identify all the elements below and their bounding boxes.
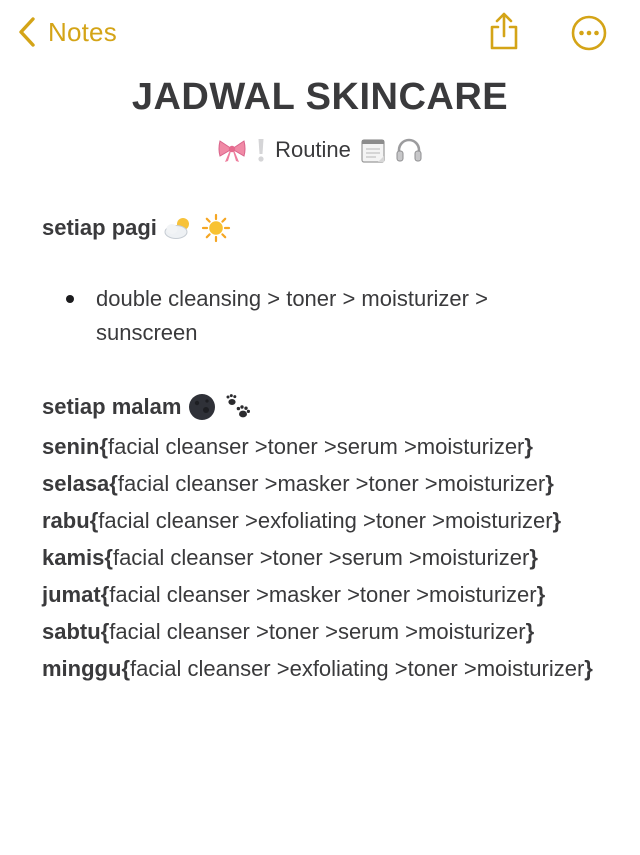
day-name: kamis — [42, 545, 105, 570]
note-subtitle[interactable] — [0, 136, 640, 164]
back-label: Notes — [48, 16, 117, 47]
brace-close: } — [524, 434, 533, 459]
morning-heading[interactable] — [42, 213, 231, 243]
day-routine: facial cleanser >toner >serum >moisturizer — [109, 619, 526, 644]
day-name: minggu — [42, 656, 122, 681]
more-options-icon[interactable] — [570, 14, 608, 52]
day-routine: facial cleanser >masker >toner >moisturizer — [117, 471, 546, 496]
morning-routine-text: double cleansing > toner > moisturizer > sunscreen — [96, 286, 488, 345]
day-routine: facial cleanser >exfoliating >toner >moisturizer — [98, 508, 553, 533]
back-button[interactable] — [16, 14, 117, 50]
schedule-line-sabtu — [42, 613, 612, 650]
day-name: jumat — [42, 582, 101, 607]
paw-prints-emoji-icon — [223, 392, 253, 422]
headphones-emoji-icon — [395, 137, 423, 163]
schedule-line-senin — [42, 428, 612, 465]
schedule-line-kamis — [42, 539, 612, 576]
bullet-dot — [66, 295, 74, 303]
brace-close: } — [525, 619, 535, 644]
schedule-line-minggu — [42, 650, 612, 687]
day-routine: facial cleanser >toner >serum >moisturizer — [112, 545, 530, 570]
night-heading-text: setiap malam — [42, 394, 182, 419]
brace-open: { — [100, 582, 110, 607]
navigation-bar — [0, 0, 640, 64]
chevron-left-icon — [16, 15, 38, 49]
share-icon[interactable] — [486, 10, 522, 52]
brace-open: { — [104, 545, 113, 570]
ribbon-emoji-icon — [217, 137, 247, 163]
brace-open: { — [109, 471, 118, 496]
note-title[interactable]: JADWAL SKINCARE — [131, 76, 509, 118]
brace-open: { — [100, 619, 110, 644]
brace-open: { — [89, 508, 99, 533]
day-name: sabtu — [42, 619, 101, 644]
morning-heading-text: setiap pagi — [42, 215, 157, 240]
notepad-emoji-icon — [359, 136, 387, 164]
night-heading[interactable] — [42, 392, 253, 422]
brace-close: } — [552, 508, 562, 533]
brace-close: } — [536, 582, 546, 607]
day-name: senin — [42, 434, 100, 459]
subtitle-text: Routine — [275, 137, 351, 162]
exclamation-emoji-icon — [255, 137, 267, 163]
sun-emoji-icon — [201, 213, 231, 243]
schedule-line-rabu — [42, 502, 612, 539]
day-name: selasa — [42, 471, 110, 496]
new-moon-face-emoji-icon — [187, 392, 217, 422]
day-routine: facial cleanser >masker >toner >moisturizer — [109, 582, 537, 607]
brace-open: { — [121, 656, 130, 681]
brace-open: { — [99, 434, 109, 459]
weekly-schedule[interactable] — [42, 428, 612, 687]
sun-behind-cloud-emoji-icon — [163, 215, 195, 241]
list-item[interactable] — [42, 284, 602, 350]
day-routine: facial cleanser >toner >serum >moisturizer — [108, 434, 525, 459]
schedule-line-jumat — [42, 576, 612, 613]
brace-close: } — [545, 471, 554, 496]
brace-close: } — [584, 656, 593, 681]
brace-close: } — [529, 545, 538, 570]
schedule-line-selasa — [42, 465, 612, 502]
day-routine: facial cleanser >exfoliating >toner >moisturizer — [130, 656, 585, 681]
day-name: rabu — [42, 508, 90, 533]
